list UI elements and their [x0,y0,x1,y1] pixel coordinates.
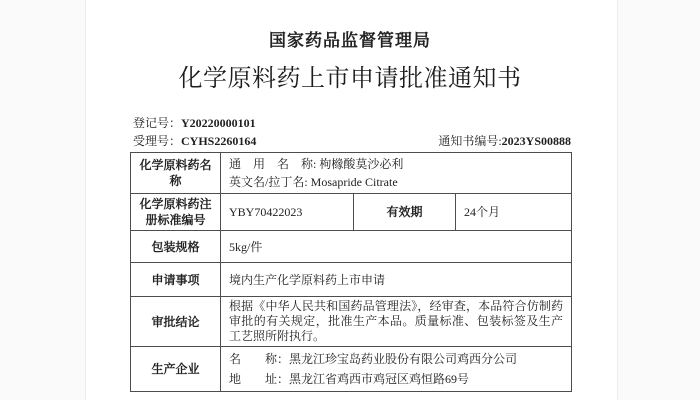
english-name-line [229,173,563,191]
acceptance-line [133,132,571,150]
manufacturer-address-label: 地 址： [229,372,290,386]
packaging-value: 5kg/件 [221,231,572,263]
generic-name-line [229,155,563,173]
registration-line [133,114,571,132]
notice-number: 2023YS00888 [501,134,571,148]
english-name-label: 英文名/拉丁名: [229,175,308,189]
standard-no-value: YBY70422023 [221,194,354,231]
packaging-label: 包装规格 [131,231,221,263]
application-value: 境内生产化学原料药上市申请 [221,263,572,297]
manufacturer-name-value: 黑龙江珍宝岛药业股份有限公司鸡西分公司 [289,352,518,366]
page-title: 化学原料药上市申请批准通知书 [178,66,522,92]
approval-table [130,152,572,392]
generic-name-label: 通 用 名 称: [229,157,317,171]
notice-number-label: 通知书编号: [438,134,502,148]
manufacturer-name-line [229,349,563,369]
table-row-manufacturer [131,347,572,392]
table-row-conclusion [131,297,572,347]
api-name-label: 化学原料药名称 [131,153,221,194]
api-name-cell [221,153,572,194]
manufacturer-address-value: 黑龙江省鸡西市鸡冠区鸡恒路69号 [289,372,470,386]
table-row-application [131,263,572,297]
api-name-content [229,155,563,191]
registration-label: 登记号： [133,116,182,130]
generic-name-value: 枸橼酸莫沙必利 [319,157,404,171]
english-name-value: Mosapride Citrate [310,175,398,189]
acceptance-label: 受理号： [133,134,182,148]
notice-number-group [438,132,571,150]
meta-block [133,114,571,150]
conclusion-text: 根据《中华人民共和国药品管理法》，经审查，本品符合仿制药审批的有关规定，批准生产本品。质量标准、包装标签及生产工艺照所附执行。 [229,299,564,343]
acceptance-number: CYHS2260164 [181,134,257,148]
application-label: 申请事项 [131,263,221,297]
conclusion-label: 审批结论 [131,297,221,347]
manufacturer-cell [221,347,572,392]
manufacturer-label: 生产企业 [131,347,221,392]
table-row-api-name [131,153,572,194]
manufacturer-name-label: 名 称： [229,352,290,366]
table-row-standard-no [131,194,572,231]
manufacturer-address-line [229,369,563,389]
table-row-packaging [131,231,572,263]
standard-no-label: 化学原料药注册标准编号 [131,194,221,231]
validity-value: 24个月 [456,194,572,231]
validity-label: 有效期 [354,194,456,231]
registration-number: Y20220000101 [181,116,256,130]
conclusion-value [221,297,572,347]
agency-name: 国家药品监督管理局 [269,31,431,50]
